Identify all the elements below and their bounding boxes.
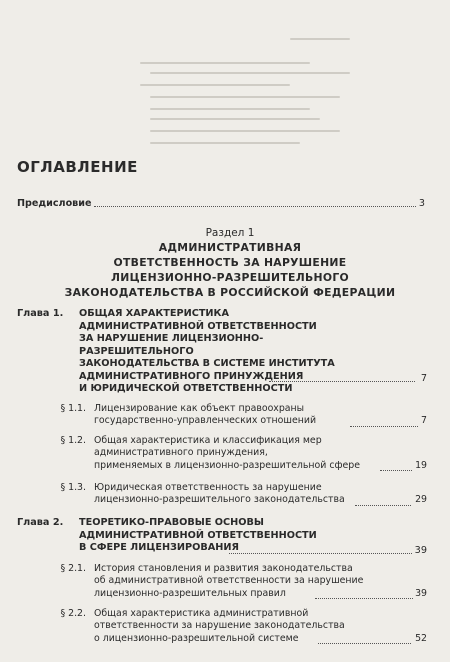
paragraph-title-line: государственно-управленческих отношений: [94, 415, 317, 427]
toc-entry-paragraph-2-1[interactable]: [50, 563, 427, 601]
chapter-label: Глава 1.: [17, 308, 64, 319]
section-title-line: ЛИЦЕНЗИОННО-РАЗРЕШИТЕЛЬНОГО: [111, 271, 349, 284]
chapter-title: [79, 308, 369, 396]
paragraph-title: [94, 482, 384, 507]
section-title-line: ОТВЕТСТВЕННОСТЬ ЗА НАРУШЕНИЕ: [113, 256, 347, 269]
preface-page: 3: [418, 198, 425, 209]
chapter-title-line: ОБЩАЯ ХАРАКТЕРИСТИКА: [79, 308, 229, 319]
toc-entry-chapter-2[interactable]: [17, 517, 427, 557]
chapter-title-line: И ЮРИДИЧЕСКОЙ ОТВЕТСТВЕННОСТИ: [79, 383, 293, 394]
section-title-line: ЗАКОНОДАТЕЛЬСТВА В РОССИЙСКОЙ ФЕДЕРАЦИИ: [64, 286, 396, 299]
chapter-label: Глава 2.: [17, 517, 64, 528]
paragraph-number: § 1.2.: [60, 435, 86, 446]
chapter-title-line: ЗАКОНОДАТЕЛЬСТВА В СИСТЕМЕ ИНСТИТУТА: [79, 358, 335, 369]
chapter-title: [79, 517, 369, 555]
paragraph-title: [94, 403, 384, 428]
paragraph-title: [94, 435, 394, 472]
chapter-title-line: В СФЕРЕ ЛИЦЕНЗИРОВАНИЯ: [79, 542, 239, 553]
leader-dots: [94, 198, 415, 207]
paragraph-page: 52: [415, 633, 427, 644]
chapter-title-line: ЗА НАРУШЕНИЕ ЛИЦЕНЗИОННО-РАЗРЕШИТЕЛЬНОГО: [79, 333, 264, 357]
paragraph-page: 39: [415, 588, 427, 599]
paragraph-title-line: Юридическая ответственность за нарушение: [94, 482, 322, 493]
chapter-title-line: ТЕОРЕТИКО-ПРАВОВЫЕ ОСНОВЫ: [79, 517, 264, 528]
paragraph-title-line: лицензионно-разрешительных правил: [94, 587, 286, 599]
toc-entry-paragraph-1-2[interactable]: [50, 435, 427, 473]
toc-entry-chapter-1[interactable]: [17, 308, 427, 394]
paragraph-title-line: Общая характеристика административной: [94, 608, 309, 619]
paragraph-number: § 1.3.: [60, 482, 86, 493]
paragraph-number: § 1.1.: [60, 403, 86, 414]
paragraph-title-line: применяемых в лицензионно-разрешительной сфере: [94, 459, 361, 471]
chapter-title-line: АДМИНИСТРАТИВНОЙ ОТВЕТСТВЕННОСТИ: [79, 529, 317, 541]
chapter-page: 39: [414, 545, 427, 556]
section-1-header: [30, 226, 430, 300]
paragraph-title-line: Общая характеристика и классификация мер: [94, 435, 322, 446]
paragraph-number: § 2.2.: [60, 608, 86, 619]
paragraph-page: 7: [421, 415, 427, 426]
section-number: Раздел 1: [205, 227, 255, 239]
leader-dots: [318, 642, 411, 644]
chapter-title-line: АДМИНИСТРАТИВНОГО ПРИНУЖДЕНИЯ: [79, 370, 304, 382]
paragraph-title: [94, 563, 394, 600]
section-title-line: АДМИНИСТРАТИВНАЯ: [158, 241, 302, 254]
leader-dots: [380, 469, 412, 471]
leader-dots: [355, 504, 411, 506]
paragraph-title-line: административного принуждения,: [94, 447, 268, 459]
bleed-through-text: [0, 0, 450, 175]
leader-dots: [229, 552, 412, 554]
paragraph-title-line: лицензионно-разрешительного законодательства: [94, 494, 345, 506]
paragraph-title-line: об административной ответственности за нарушение: [94, 575, 364, 587]
paragraph-title: [94, 608, 394, 645]
leader-dots: [350, 425, 418, 427]
preface-label: Предисловие: [17, 198, 92, 209]
toc-entry-preface[interactable]: [17, 198, 425, 210]
paragraph-title-line: Лицензирование как объект правоохраны: [94, 403, 305, 414]
toc-heading: ОГЛАВЛЕНИЕ: [17, 158, 138, 176]
paragraph-title-line: ответственности за нарушение законодательства: [94, 620, 345, 632]
toc-entry-paragraph-1-3[interactable]: [50, 482, 427, 508]
paragraph-title-line: История становления и развития законодательства: [94, 563, 353, 574]
paragraph-page: 29: [415, 494, 427, 505]
toc-entry-paragraph-2-2[interactable]: [50, 608, 427, 646]
leader-dots: [315, 597, 413, 599]
leader-dots: [269, 380, 415, 382]
paragraph-page: 19: [415, 460, 427, 471]
chapter-page: 7: [420, 373, 427, 384]
toc-entry-paragraph-1-1[interactable]: [50, 403, 427, 429]
chapter-title-line: АДМИНИСТРАТИВНОЙ ОТВЕТСТВЕННОСТИ: [79, 320, 317, 332]
paragraph-title-line: о лицензионно-разрешительной системе: [94, 632, 299, 644]
paragraph-number: § 2.1.: [60, 563, 86, 574]
